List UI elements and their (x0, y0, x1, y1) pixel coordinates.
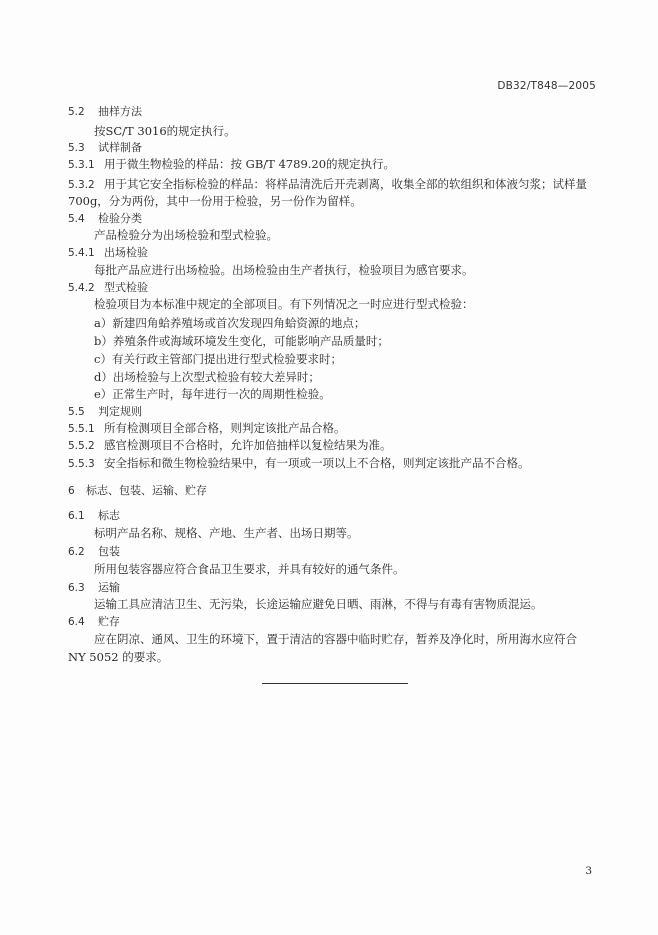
clause-text: 所有检测项目全部合格，则判定该批产品合格。 (104, 421, 346, 435)
clause-number: 5.4.2 (68, 282, 95, 294)
clause-number: 5.3.2 (68, 179, 95, 191)
clause-5-5-3 (68, 456, 530, 471)
clause-text: 感官检测项目不合格时，允许加倍抽样以复检结果为准。 (104, 438, 392, 452)
paragraph: 运输工具应清洁卫生、无污染，长途运输应避免日晒、雨淋，不得与有毒有害物质混运。 (94, 597, 543, 611)
section-title: 运输 (98, 581, 120, 594)
section-6-2-heading (68, 544, 120, 559)
clause-number: 5.3.1 (68, 159, 95, 171)
clause-5-5-2 (68, 438, 392, 453)
clause-number: 5.5.1 (68, 423, 95, 435)
section-title: 检验分类 (98, 212, 142, 225)
clause-title: 型式检验 (104, 281, 148, 294)
section-number: 5.3 (68, 142, 85, 154)
end-divider (262, 683, 408, 684)
clause-title: 出场检验 (104, 246, 148, 259)
clause-text: 用于微生物检验的样品：按 GB/T 4789.20的规定执行。 (104, 157, 396, 171)
clause-5-3-1 (68, 157, 395, 172)
section-title: 判定规则 (98, 405, 142, 418)
section-6-1-heading (68, 508, 120, 523)
list-item: b）养殖条件或海域环境发生变化，可能影响产品质量时； (94, 334, 389, 348)
section-number: 5.2 (68, 106, 85, 118)
paragraph: 产品检验分为出场检验和型式检验。 (94, 228, 278, 242)
paragraph-continuation: NY 5052 的要求。 (68, 650, 169, 664)
section-title: 标志 (98, 509, 120, 522)
paragraph: 应在阴凉、通风、卫生的环境下，置于清洁的容器中临时贮存，暂养及净化时，所用海水应符合 (94, 632, 577, 646)
section-number: 5.5 (68, 406, 85, 418)
section-5-5-heading (68, 404, 142, 419)
clause-5-5-1 (68, 421, 346, 436)
list-item: a）新建四角蛤养殖场或首次发现四角蛤资源的地点； (94, 316, 366, 330)
list-item: e）正常生产时，每年进行一次的周期性检验。 (94, 387, 331, 401)
clause-text: 安全指标和微生物检验结果中，有一项或一项以上不合格，则判定该批产品不合格。 (104, 456, 530, 470)
page-number: 3 (585, 865, 592, 877)
section-6-4-heading (68, 614, 120, 629)
paragraph: 按SC/T 3016的规定执行。 (94, 124, 236, 138)
section-6-3-heading (68, 580, 120, 595)
section-number: 6.3 (68, 582, 85, 594)
paragraph: 检验项目为本标准中规定的全部项目。有下列情况之一时应进行型式检验： (94, 297, 474, 311)
clause-5-4-2-heading (68, 280, 148, 295)
section-5-3-heading (68, 140, 142, 155)
section-number: 6.4 (68, 616, 85, 628)
section-5-2-heading (68, 104, 142, 119)
clause-5-4-1-heading (68, 245, 148, 260)
clause-text: 用于其它安全指标检验的样品：将样品清洗后开壳剥离，收集全部的软组织和体液匀浆；试样量 (104, 177, 587, 191)
paragraph: 所用包装容器应符合食品卫生要求，并具有较好的通气条件。 (94, 562, 405, 576)
section-title: 贮存 (98, 615, 120, 628)
paragraph: 标明产品名称、规格、产地、生产者、出场日期等。 (94, 526, 359, 540)
section-number: 6 (68, 485, 75, 497)
list-item: c）有关行政主管部门提出进行型式检验要求时； (94, 352, 342, 366)
section-title: 试样制备 (98, 141, 142, 154)
section-title: 抽样方法 (98, 105, 142, 118)
section-number: 6.1 (68, 510, 85, 522)
section-6-heading (68, 483, 207, 498)
section-number: 5.4 (68, 213, 85, 225)
clause-number: 5.5.2 (68, 440, 95, 452)
section-title: 标志、包装、运输、贮存 (86, 484, 207, 497)
section-5-4-heading (68, 211, 142, 226)
clause-number: 5.4.1 (68, 247, 95, 259)
paragraph: 每批产品应进行出场检验。出场检验由生产者执行，检验项目为感官要求。 (94, 263, 474, 277)
section-title: 包装 (98, 545, 120, 558)
paragraph-continuation: 700g，分为两份，其中一份用于检验，另一份作为留样。 (68, 194, 362, 208)
standard-code: DB32/T848—2005 (497, 80, 596, 92)
section-number: 6.2 (68, 546, 85, 558)
clause-5-3-2 (68, 177, 587, 192)
list-item: d）出场检验与上次型式检验有较大差异时； (94, 370, 320, 384)
clause-number: 5.5.3 (68, 458, 95, 470)
